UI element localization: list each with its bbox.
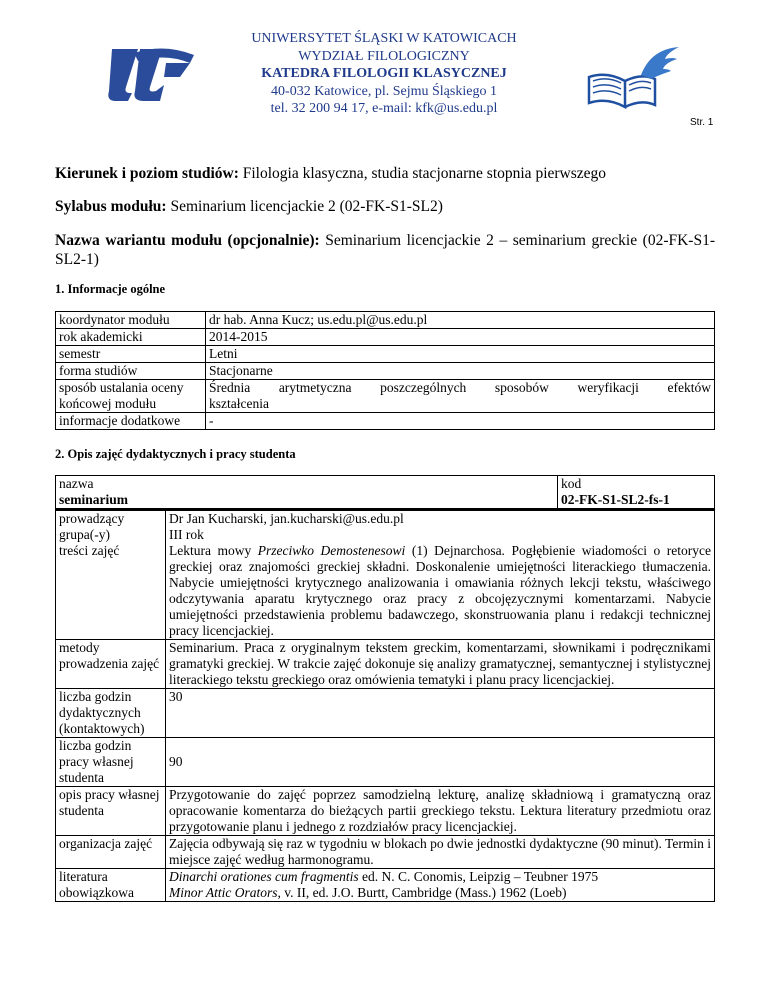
speech-title: Przeciwko Demostenesowi: [257, 543, 406, 558]
row-value: [166, 869, 715, 902]
department-name: KATEDRA FILOLOGII KLASYCZNEJ: [261, 66, 507, 81]
table-row: [56, 492, 715, 510]
module-variant-label: Nazwa wariantu modułu (opcjonalnie):: [55, 232, 320, 249]
table-row: [56, 312, 715, 329]
table-row: [56, 640, 715, 689]
literature-details: , v. II, ed. J.O. Burtt, Cambridge (Mass.) 1962 (Loeb): [277, 885, 567, 900]
row-label: opis pracy własnej studenta: [56, 787, 166, 836]
table-row: [56, 527, 715, 543]
info-label: rok akademicki: [56, 329, 206, 346]
table-row: [56, 380, 715, 397]
info-value: Letni: [206, 346, 715, 363]
book-wing-logo: [585, 45, 681, 111]
info-label: informacje dodatkowe: [56, 413, 206, 430]
info-value: -: [206, 413, 715, 430]
literature-details: ed. N. C. Conomis, Leipzig – Teubner 1975: [358, 869, 599, 884]
info-label: semestr: [56, 346, 206, 363]
table-row: [56, 346, 715, 363]
info-label: sposób ustalania oceny: [56, 380, 206, 397]
page-number: Str. 1: [690, 117, 714, 128]
row-label: literatura obowiązkowa: [56, 869, 166, 902]
module-variant-line: [55, 231, 715, 269]
code-value: 02-FK-S1-SL2-fs-1: [558, 492, 715, 510]
literature-title: Minor Attic Orators: [169, 885, 278, 900]
info-value: dr hab. Anna Kucz; us.edu.pl@us.edu.pl: [206, 312, 715, 329]
row-label: grupa(-y): [56, 527, 166, 543]
content-text-pre: Lektura mowy: [169, 543, 258, 558]
code-header: kod: [558, 476, 715, 493]
info-label: końcowej modułu: [56, 396, 206, 413]
name-header: nazwa: [56, 476, 558, 493]
table-row: [56, 329, 715, 346]
row-label: liczba godzin pracy własnej studenta: [56, 738, 166, 787]
info-label: forma studiów: [56, 363, 206, 380]
row-value: 30: [166, 689, 715, 738]
info-value: 2014-2015: [206, 329, 715, 346]
university-logo: [104, 47, 196, 101]
literature-item: [169, 885, 711, 901]
row-value: [166, 543, 715, 640]
faculty-name: WYDZIAŁ FILOLOGICZNY: [298, 48, 470, 64]
syllabus-value: Seminarium licencjackie 2 (02-FK-S1-SL2): [170, 198, 443, 215]
row-label: liczba godzin dydaktycznych (kontaktowych): [56, 689, 166, 738]
section-course-description-title: 2. Opis zajęć dydaktycznych i pracy studenta: [55, 447, 296, 461]
table-row: [56, 363, 715, 380]
content-text-post: (1) Dejnarchosa. Pogłębienie wiadomości o retoryce greckiej oraz znajomości greckiej składni. Doskonalenie umiejętności literackiego tłumaczenia. Nabycie umiejętności krytycznego analizowania i omawiania różnych lekcji tekstu, właściwego odczytywania aparatu krytycznego oraz pracy z obcojęzycznymi komentarzami. Nabycie umiejętności przedstawienia problemu badawczego, skonstruowania planu i redakcji technicznej pracy licencjackiej.: [169, 543, 711, 638]
syllabus-line: [55, 197, 715, 216]
info-value: Średnia arytmetyczna poszczególnych sposobów weryfikacji efektów: [206, 380, 715, 397]
row-value: Zajęcia odbywają się raz w tygodniu w blokach po dwie jednostki dydaktyczne (90 minut). Termin i miejsce zajęć według harmonogramu.: [166, 836, 715, 869]
address: 40-032 Katowice, pl. Sejmu Śląskiego 1: [271, 83, 497, 99]
row-value: III rok: [166, 527, 715, 543]
table-row: [56, 396, 715, 413]
info-value: Stacjonarne: [206, 363, 715, 380]
module-variant-value: Seminarium licencjackie 2 – seminarium greckie (02-FK-S1-SL2-1): [55, 232, 715, 268]
university-name: UNIWERSYTET ŚLĄSKI W KATOWICACH: [251, 31, 517, 46]
row-label: organizacja zajęć: [56, 836, 166, 869]
row-label: treści zajęć: [56, 543, 166, 640]
row-value: Dr Jan Kucharski, jan.kucharski@us.edu.pl: [166, 510, 715, 528]
row-value: Przygotowanie do zajęć poprzez samodzielną lekturę, analizę składniową i gramatyczną oraz opracowanie komentarza do bieżących partii greckiego tekstu. Lektura literatury przedmiotu oraz przygotowanie planu i jednego z rozdziałów pracy licencjackiej.: [166, 787, 715, 836]
general-info-table: [55, 311, 715, 430]
row-label: prowadzący: [56, 510, 166, 528]
table-row: [56, 543, 715, 640]
table-row: [56, 413, 715, 430]
table-row: [56, 689, 715, 738]
info-label: koordynator modułu: [56, 312, 206, 329]
course-description-table: [55, 475, 715, 902]
literature-item: [169, 869, 711, 885]
study-program-label: Kierunek i poziom studiów:: [55, 165, 239, 182]
table-row: [56, 836, 715, 869]
study-program-value: Filologia klasyczna, studia stacjonarne stopnia pierwszego: [242, 165, 607, 182]
name-value: seminarium: [56, 492, 558, 510]
table-row: [56, 738, 715, 787]
row-label: metody prowadzenia zajęć: [56, 640, 166, 689]
literature-title: Dinarchi orationes cum fragmentis: [169, 869, 359, 884]
section-general-info-title: 1. Informacje ogólne: [55, 282, 166, 296]
row-value: 90: [166, 738, 715, 787]
study-program-line: [55, 164, 715, 183]
row-value: Seminarium. Praca z oryginalnym tekstem greckim, komentarzami, słownikami i podręcznikami gramatyki greckiej. W trakcie zajęć dokonuje się analizy gramatycznej, semantycznej i stylistycznej literackiego tekstu greckiego oraz omówienia tematyki i planu pracy licencjackiej.: [166, 640, 715, 689]
table-row: [56, 869, 715, 902]
info-value: kształcenia: [206, 396, 715, 413]
syllabus-label: Sylabus modułu:: [55, 198, 167, 215]
table-row: [56, 787, 715, 836]
contact: tel. 32 200 94 17, e-mail: kfk@us.edu.pl: [270, 101, 498, 116]
table-row: [56, 476, 715, 493]
table-row: [56, 510, 715, 528]
